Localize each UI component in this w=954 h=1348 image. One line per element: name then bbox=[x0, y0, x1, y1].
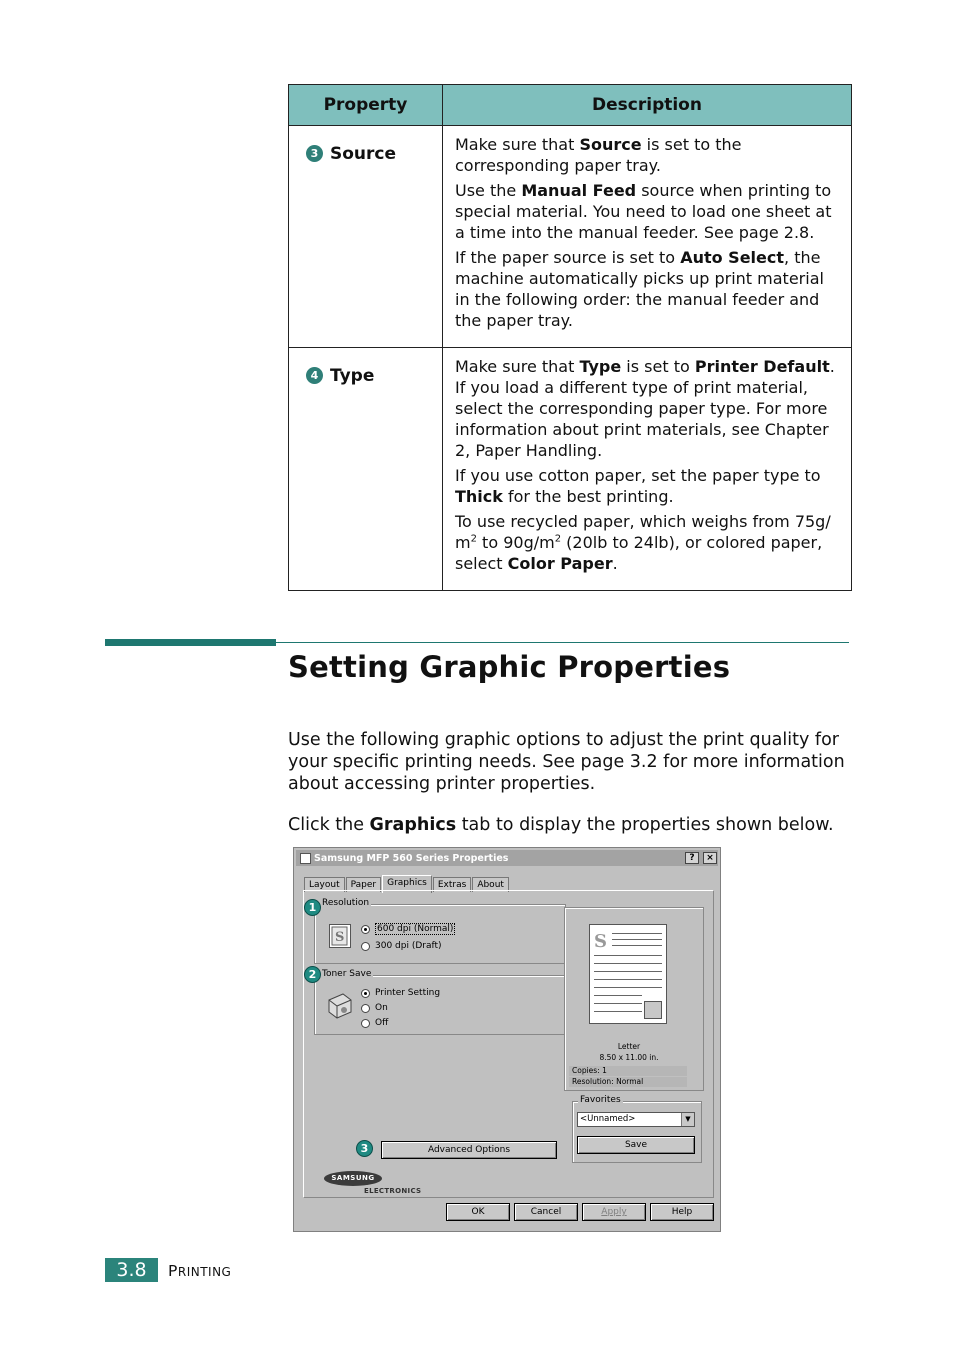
instruction-prefix: Click the bbox=[288, 815, 370, 835]
resolution-label: Resolution bbox=[322, 898, 370, 908]
copies-info: Copies: 1 bbox=[569, 1066, 687, 1076]
graphics-panel bbox=[303, 890, 714, 1198]
tab-graphics[interactable]: Graphics bbox=[382, 875, 432, 893]
text-run: is set to the corresponding paper tray. bbox=[455, 135, 742, 175]
description-cell bbox=[443, 348, 852, 591]
favorites-label: Favorites bbox=[580, 1095, 621, 1105]
bold-term: Source bbox=[579, 135, 642, 154]
property-table bbox=[288, 84, 852, 591]
save-button[interactable]: Save bbox=[577, 1136, 695, 1154]
favorites-group bbox=[572, 1095, 702, 1163]
chapter-rest: RINTING bbox=[177, 1265, 232, 1279]
callout-number: 4 bbox=[306, 367, 323, 384]
property-name: Type bbox=[330, 365, 375, 386]
description-paragraph bbox=[455, 134, 841, 176]
tab-layout[interactable]: Layout bbox=[304, 877, 345, 892]
instruction-suffix: tab to display the properties shown below. bbox=[456, 815, 834, 835]
text-run: If the paper source is set to bbox=[455, 248, 681, 267]
superscript: 2 bbox=[470, 533, 477, 545]
chapter-initial: P bbox=[168, 1262, 178, 1280]
advanced-options-button[interactable]: Advanced Options bbox=[381, 1141, 557, 1159]
callout-2: 2 bbox=[304, 966, 321, 983]
superscript: 2 bbox=[554, 533, 562, 545]
samsung-logo: SAMSUNG bbox=[324, 1171, 382, 1186]
toner-cartridge-icon bbox=[325, 990, 355, 1022]
resolution-icon bbox=[329, 924, 351, 948]
description-paragraph bbox=[455, 247, 841, 331]
toner-save-label: Toner Save bbox=[322, 969, 372, 979]
callout-1: 1 bbox=[304, 899, 321, 916]
text-run: for the best printing. bbox=[502, 487, 674, 506]
text-run: If you use cotton paper, set the paper type to bbox=[455, 466, 821, 485]
radio-button[interactable] bbox=[361, 942, 370, 951]
chevron-down-icon[interactable]: ▼ bbox=[681, 1113, 694, 1126]
page-number: 3.8 bbox=[105, 1258, 158, 1282]
ok-button[interactable]: OK bbox=[446, 1203, 510, 1221]
description-paragraph bbox=[455, 465, 841, 507]
property-label bbox=[306, 144, 396, 164]
callout-number: 3 bbox=[306, 145, 323, 162]
text-run: is set to bbox=[621, 357, 695, 376]
bold-term: Thick bbox=[455, 487, 503, 506]
preview-image-icon bbox=[644, 1001, 662, 1019]
graphics-term: Graphics bbox=[369, 815, 457, 835]
text-run: . If you load a different type of print material, select the corresponding paper type. For more information about print materials, see Chapter 2, Paper Handling. bbox=[455, 357, 835, 460]
text-run: . bbox=[612, 554, 618, 573]
chapter-label bbox=[168, 1262, 231, 1280]
close-button[interactable]: × bbox=[703, 852, 717, 864]
section-rule bbox=[276, 642, 849, 643]
section-rule-accent bbox=[105, 639, 276, 646]
bold-term: Printer Default bbox=[694, 357, 830, 376]
radio-button[interactable] bbox=[361, 1019, 370, 1028]
table-row bbox=[289, 348, 852, 591]
paper-size: 8.50 x 11.00 in. bbox=[599, 1053, 659, 1062]
text-run: Make sure that bbox=[455, 135, 580, 154]
header-property: Property bbox=[289, 85, 443, 126]
text-run: Use the bbox=[455, 181, 522, 200]
radio-button-selected[interactable] bbox=[361, 925, 370, 934]
tab-paper[interactable]: Paper bbox=[346, 877, 382, 892]
text-run: to 90g/m bbox=[476, 533, 555, 552]
radio-label: On bbox=[375, 1003, 388, 1013]
text-run: (20lb to 24lb), or colored paper, select bbox=[455, 533, 823, 573]
section-title: Setting Graphic Properties bbox=[288, 650, 731, 684]
callout-3: 3 bbox=[356, 1140, 373, 1157]
tab-extras[interactable]: Extras bbox=[433, 877, 471, 892]
properties-dialog bbox=[293, 847, 721, 1232]
instruction-paragraph bbox=[288, 814, 853, 836]
radio-button[interactable] bbox=[361, 1004, 370, 1013]
paper-name: Letter bbox=[617, 1042, 641, 1051]
preview-pane bbox=[564, 907, 704, 1091]
text-run: Make sure that bbox=[455, 357, 580, 376]
property-label bbox=[306, 366, 374, 386]
tab-about[interactable]: About bbox=[472, 877, 509, 892]
preview-logo-icon: S bbox=[594, 931, 607, 952]
radio-label: Printer Setting bbox=[375, 988, 441, 998]
bold-term: Color Paper bbox=[507, 554, 613, 573]
radio-label: 600 dpi (Normal) bbox=[377, 924, 454, 934]
dialog-title: Samsung MFP 560 Series Properties bbox=[314, 852, 509, 864]
radio-button-selected[interactable] bbox=[361, 989, 370, 998]
radio-printer-setting[interactable] bbox=[361, 988, 440, 998]
description-paragraph bbox=[455, 356, 841, 461]
bold-term: Type bbox=[579, 357, 622, 376]
page-preview bbox=[589, 924, 667, 1024]
intro-paragraph: Use the following graphic options to adjust the print quality for your specific printing needs. See page 3.2 for more information about accessing printer properties. bbox=[288, 730, 845, 794]
description-cell bbox=[443, 126, 852, 348]
property-name: Source bbox=[330, 143, 397, 164]
property-cell bbox=[289, 126, 443, 348]
radio-on[interactable] bbox=[361, 1003, 388, 1013]
radio-label: Off bbox=[375, 1018, 389, 1028]
table-row bbox=[289, 126, 852, 348]
resolution-group bbox=[314, 898, 566, 964]
text-run: , the machine automatically picks up print material in the following order: the manual feeder and the paper tray. bbox=[455, 248, 824, 330]
svg-text:S: S bbox=[335, 930, 345, 945]
description-paragraph bbox=[455, 180, 841, 243]
property-cell bbox=[289, 348, 443, 591]
description-paragraph bbox=[455, 511, 841, 574]
radio-300dpi[interactable] bbox=[361, 941, 442, 951]
favorites-select[interactable] bbox=[577, 1112, 695, 1127]
toner-save-group bbox=[314, 969, 566, 1035]
favorites-value: <Unnamed> bbox=[580, 1114, 636, 1124]
help-question-button[interactable]: ? bbox=[685, 852, 699, 864]
text-run: To use recycled paper, which weighs from 75g/ m bbox=[455, 512, 831, 552]
cancel-button[interactable]: Cancel bbox=[514, 1203, 578, 1221]
help-button[interactable]: Help bbox=[650, 1203, 714, 1221]
samsung-electronics-text: ELECTRONICS bbox=[364, 1187, 422, 1195]
printer-app-icon bbox=[300, 853, 311, 864]
resolution-info: Resolution: Normal bbox=[569, 1077, 687, 1087]
header-description: Description bbox=[443, 85, 852, 126]
dialog-titlebar bbox=[296, 850, 718, 866]
radio-off[interactable] bbox=[361, 1018, 388, 1028]
text-run: source when printing to special material. You need to load one sheet at a time into the manual feeder. See page 2.8. bbox=[455, 181, 832, 242]
bold-term: Manual Feed bbox=[521, 181, 637, 200]
radio-label: 300 dpi (Draft) bbox=[375, 941, 442, 951]
bold-term: Auto Select bbox=[680, 248, 785, 267]
radio-600dpi[interactable] bbox=[361, 923, 455, 935]
apply-button[interactable]: Apply bbox=[582, 1203, 646, 1221]
